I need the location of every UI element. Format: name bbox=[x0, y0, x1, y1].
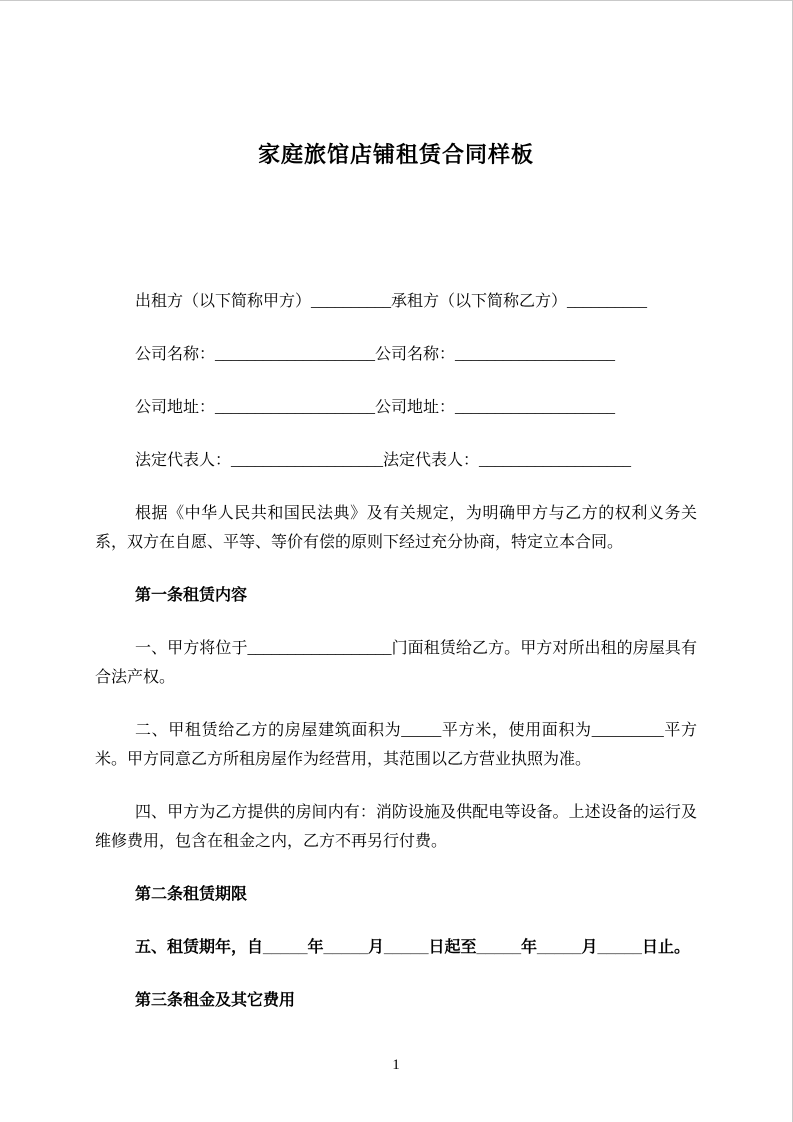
preamble-paragraph: 根据《中华人民共和国民法典》及有关规定，为明确甲方与乙方的权利义务关系，双方在自愿、平等、等价有偿的原则下经过充分协商，特定立本合同。 bbox=[95, 505, 697, 551]
document-title: 家庭旅馆店铺租赁合同样板 bbox=[257, 142, 534, 167]
company-name-line: 公司名称：____________________公司名称：____________________ bbox=[135, 346, 616, 363]
clause-4-paragraph: 四、甲方为乙方提供的房间内有：消防设施及供配电等设备。上述设备的运行及维修费用，包含在租金之内，乙方不再另行付费。 bbox=[95, 804, 697, 850]
clause-1-paragraph: 一、甲方将位于__________________门面租赁给乙方。甲方对所出租的房屋具有合法产权。 bbox=[95, 640, 697, 686]
party-line: 出租方（以下简称甲方）__________承租方（以下简称乙方）__________ bbox=[135, 293, 648, 310]
section-3-heading: 第三条租金及其它费用 bbox=[135, 992, 296, 1009]
document-content bbox=[0, 1, 792, 1015]
clause-5-paragraph: 五、租赁期年，自_____年_____月_____日起至_____年_____月_____日止。 bbox=[135, 939, 690, 956]
company-address-line: 公司地址：____________________公司地址：____________________ bbox=[135, 399, 616, 416]
section-1-heading: 第一条租赁内容 bbox=[135, 587, 248, 604]
page-number: 1 bbox=[392, 1057, 400, 1073]
clause-2-paragraph: 二、甲租赁给乙方的房屋建筑面积为_____平方米，使用面积为_________平方米。甲方同意乙方所租房屋作为经营用，其范围以乙方营业执照为准。 bbox=[95, 722, 697, 768]
legal-representative-line: 法定代表人：___________________法定代表人：___________________ bbox=[135, 452, 632, 469]
section-2-heading: 第二条租赁期限 bbox=[135, 886, 248, 903]
